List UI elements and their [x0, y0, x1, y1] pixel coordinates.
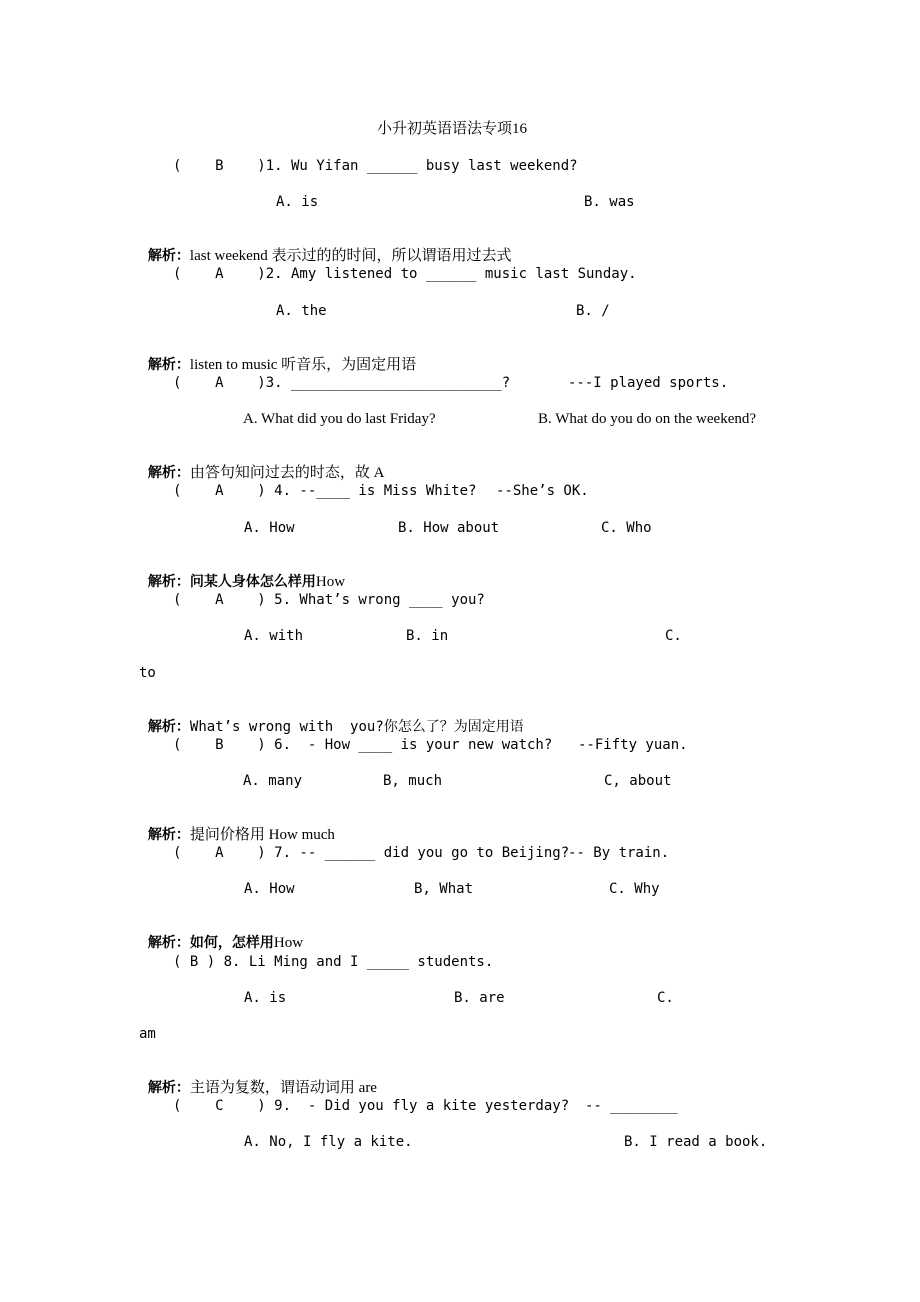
question-3-option-b: B. What do you do on the weekend? [538, 411, 757, 427]
question-8-option-c: C. [657, 990, 674, 1006]
question-7-option-c: C. Why [609, 881, 660, 897]
question-8: ( B ) 8. Li Ming and I _____ students. [173, 954, 494, 970]
question-7-option-b: B, What [414, 881, 474, 897]
question-8-option-b: B. are [454, 990, 505, 1006]
question-8-analysis [139, 1061, 377, 1097]
question-9-answer: -- ________ [585, 1098, 678, 1114]
analysis-label: 解析： [147, 719, 190, 735]
analysis-text: 提问价格用 How much [189, 827, 335, 843]
analysis-text: How [315, 574, 346, 590]
analysis-text: listen to music 听音乐，为固定用语 [189, 357, 417, 373]
question-4-option-b: B. How about [398, 520, 500, 536]
question-5: ( A ) 5. What’s wrong ____ you? [173, 592, 485, 608]
page-title: 小升初英语语法专项16 [377, 121, 528, 137]
question-7-analysis [139, 916, 303, 952]
question-9-option-a: A. No, I fly a kite. [244, 1134, 413, 1150]
question-6-option-a: A. many [243, 773, 303, 789]
question-6-answer: --Fifty yuan. [578, 737, 688, 753]
question-2-analysis [139, 338, 416, 374]
analysis-bold-text: 如何，怎样用 [189, 935, 274, 951]
question-3-analysis [139, 446, 385, 482]
analysis-label: 解析： [147, 248, 190, 264]
question-5-analysis [139, 700, 524, 736]
analysis-text: last weekend 表示过的的时间，所以谓语用过去式 [189, 248, 512, 264]
question-4: ( A ) 4. --____ is Miss White? [173, 483, 477, 499]
question-1-option-b: B. was [584, 194, 635, 210]
question-7: ( A ) 7. -- ______ did you go to Beijing? [173, 845, 570, 861]
question-2: ( A )2. Amy listened to ______ music last Sunday. [173, 266, 637, 282]
question-9-option-b: B. I read a book. [624, 1134, 768, 1150]
question-1: ( B )1. Wu Yifan ______ busy last weekend? [173, 158, 578, 174]
analysis-label: 解析： [147, 1080, 190, 1096]
analysis-text: 主语为复数，谓语动词用 are [189, 1080, 377, 1096]
analysis-bold-text: 问某人身体怎么样用 [189, 574, 316, 590]
question-8-option-c-wrap: am [139, 1026, 156, 1042]
analysis-label: 解析： [147, 574, 190, 590]
question-4-analysis [139, 555, 345, 591]
question-1-analysis [139, 229, 512, 265]
analysis-text: What’s wrong with you?你怎么了？为固定用语 [189, 719, 524, 735]
analysis-label: 解析： [147, 827, 190, 843]
question-6-option-c: C, about [604, 773, 672, 789]
question-7-answer: -- By train. [568, 845, 670, 861]
question-3-option-a: A. What did you do last Friday? [243, 411, 436, 427]
question-4-option-c: C. Who [601, 520, 652, 536]
question-9: ( C ) 9. - Did you fly a kite yesterday? [173, 1098, 570, 1114]
analysis-text: 由答句知问过去的时态，故 A [189, 465, 385, 481]
question-2-option-b: B. / [576, 303, 610, 319]
question-6-analysis [139, 808, 335, 844]
question-4-answer: --She’s OK. [496, 483, 589, 499]
question-1-option-a: A. is [276, 194, 319, 210]
analysis-label: 解析： [147, 465, 190, 481]
question-5-option-b: B. in [406, 628, 449, 644]
question-3-answer: ---I played sports. [568, 375, 729, 391]
question-4-option-a: A. How [244, 520, 295, 536]
analysis-label: 解析： [147, 357, 190, 373]
analysis-label: 解析： [147, 935, 190, 951]
question-6-option-b: B, much [383, 773, 443, 789]
question-8-option-a: A. is [244, 990, 287, 1006]
question-7-option-a: A. How [244, 881, 295, 897]
question-5-option-c: C. [665, 628, 682, 644]
analysis-text: How [273, 935, 304, 951]
question-2-option-a: A. the [276, 303, 327, 319]
question-6: ( B ) 6. - How ____ is your new watch? [173, 737, 553, 753]
question-5-option-c-wrap: to [139, 665, 156, 681]
question-5-option-a: A. with [244, 628, 304, 644]
question-3: ( A )3. _________________________? [173, 375, 511, 391]
